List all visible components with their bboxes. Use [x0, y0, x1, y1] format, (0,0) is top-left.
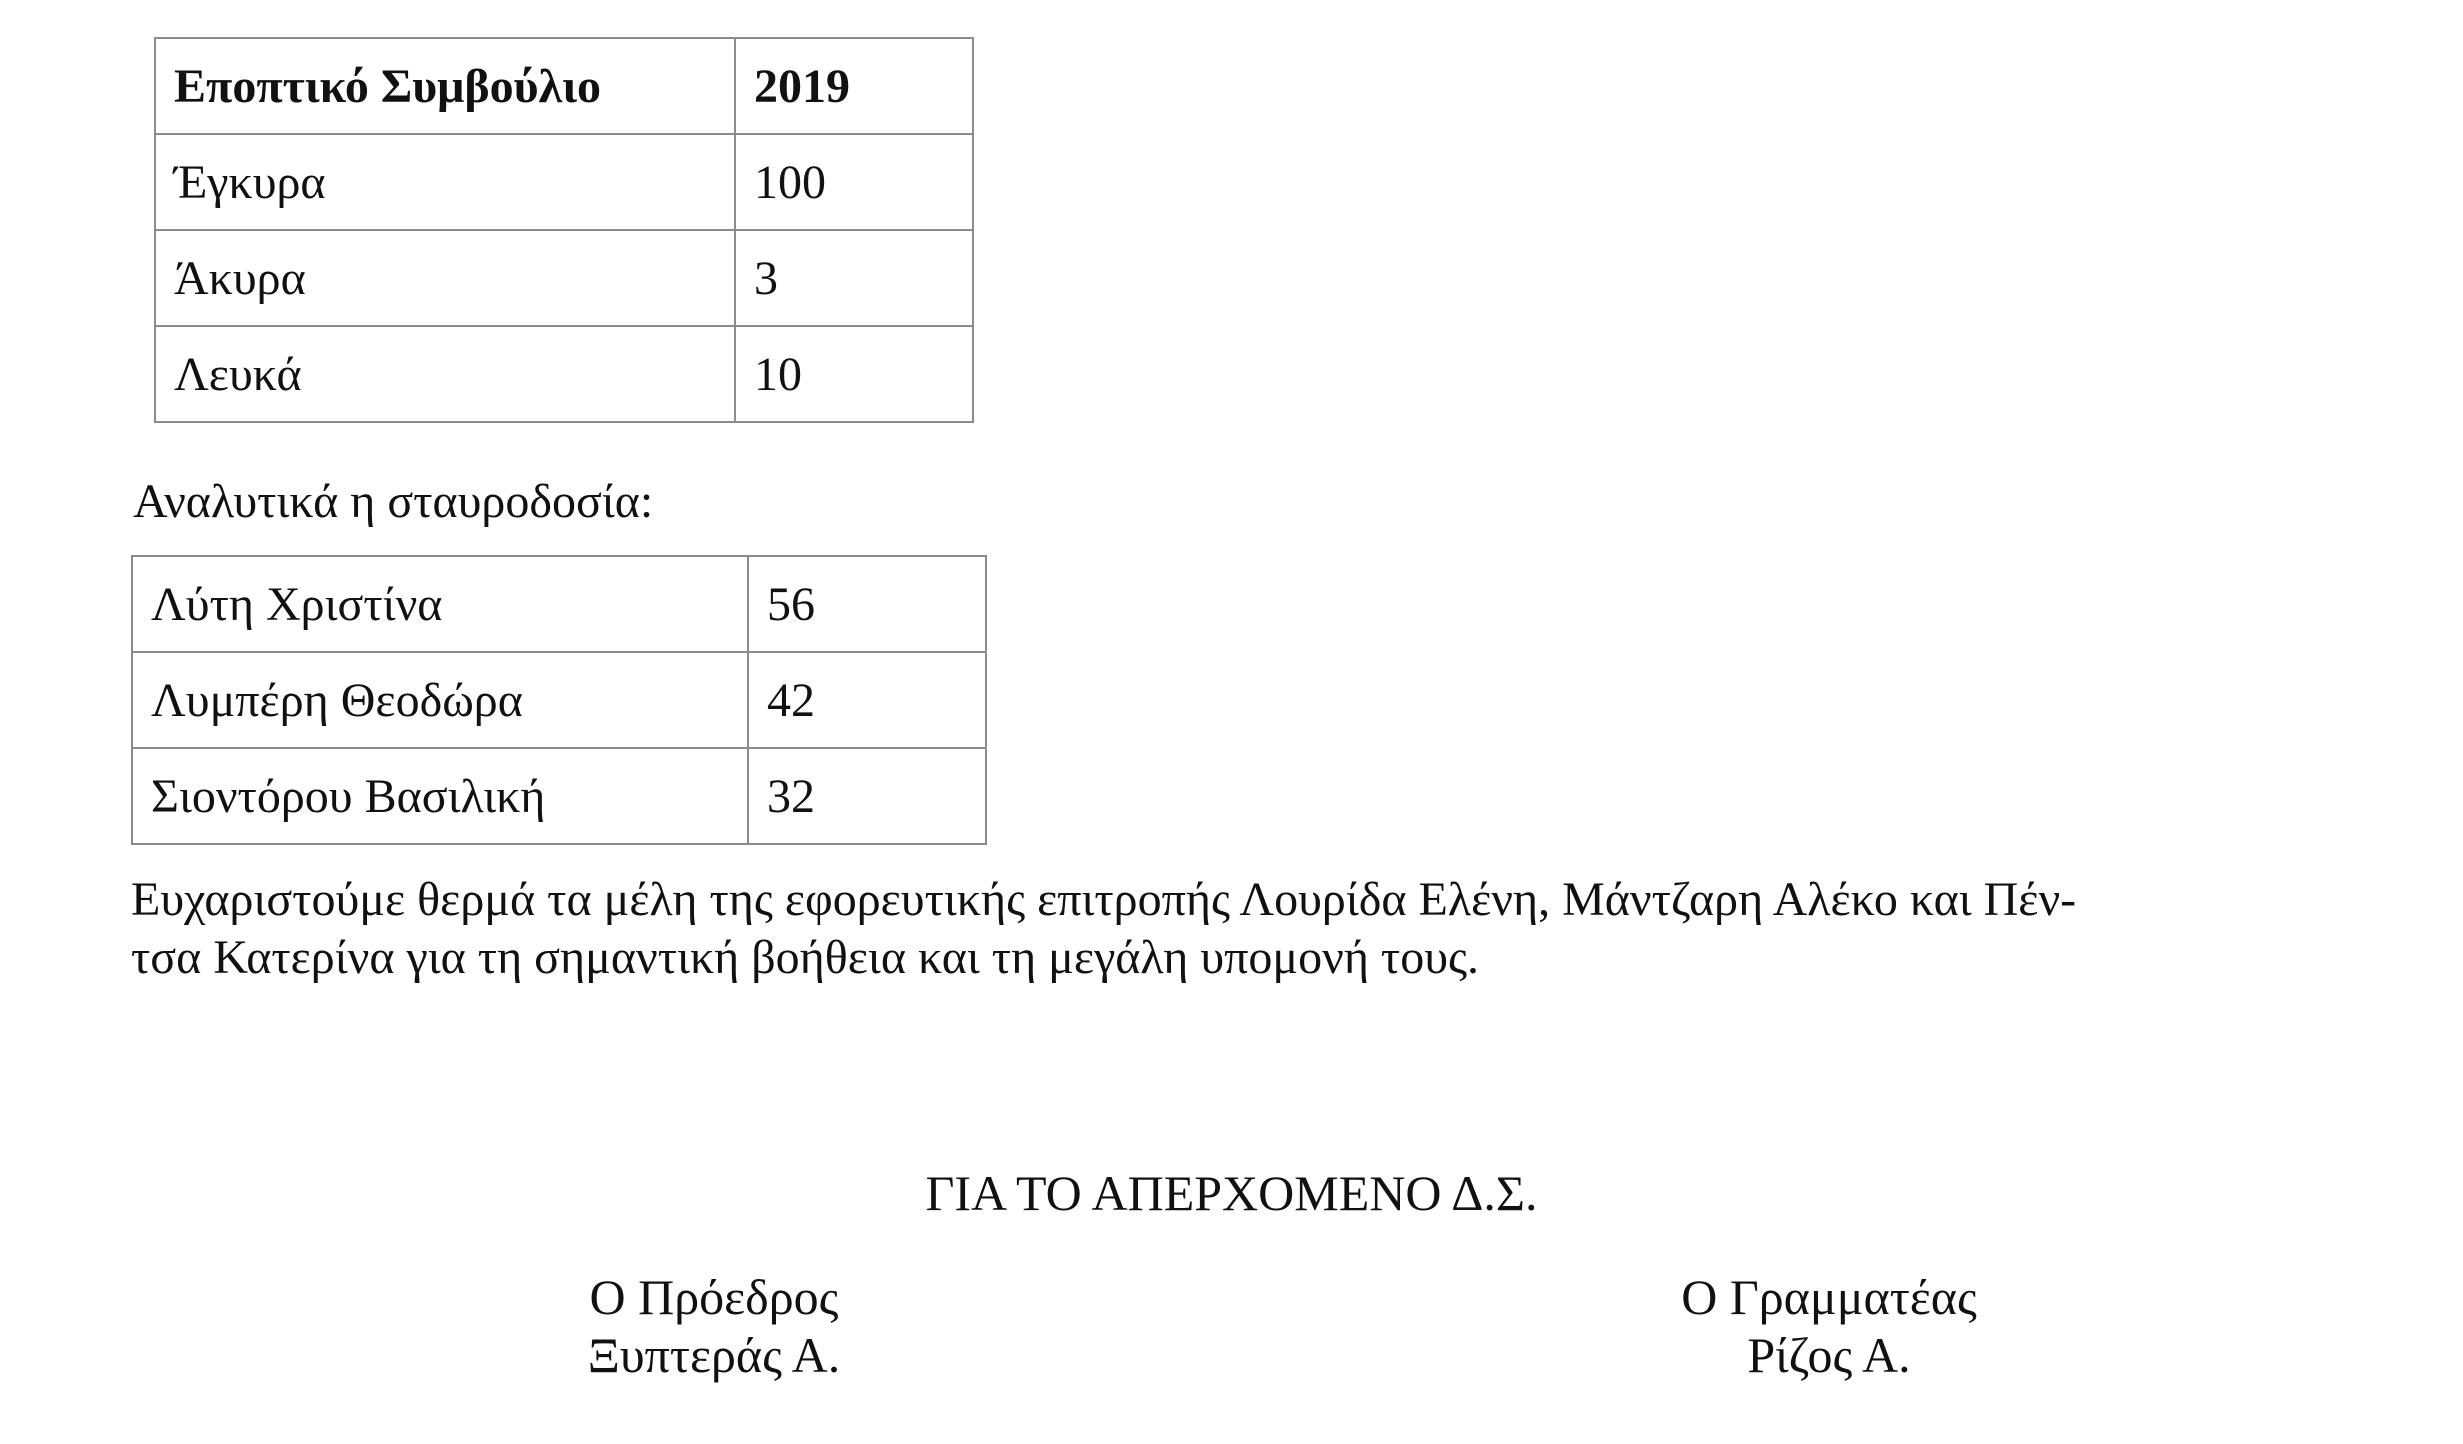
- table-cell-value: 10: [735, 326, 973, 422]
- supervisory-board-table: [154, 37, 974, 423]
- table-row: [132, 652, 986, 748]
- table-header-cell: 2019: [735, 38, 973, 134]
- candidate-name-cell: Λύτη Χριστίνα: [132, 556, 748, 652]
- table-row: [132, 748, 986, 844]
- secretary-title: Ο Γραμματέας: [1681, 1269, 1977, 1325]
- president-name: Ξυπτεράς Α.: [587, 1327, 841, 1383]
- secretary-name: Ρίζος Α.: [1747, 1327, 1911, 1383]
- vote-count-cell: 56: [748, 556, 986, 652]
- table-cell-value: 3: [735, 230, 973, 326]
- table-cell-label: Έγκυρα: [155, 134, 735, 230]
- secretary-signature-block: [1529, 1268, 2129, 1384]
- table-row: [155, 230, 973, 326]
- table-cell-label: Λευκά: [155, 326, 735, 422]
- votes-intro-text: Αναλυτικά η σταυροδοσία:: [133, 475, 654, 528]
- table-header-row: [155, 38, 973, 134]
- vote-count-cell: 32: [748, 748, 986, 844]
- table-row: [155, 326, 973, 422]
- thanks-paragraph: [131, 871, 2371, 987]
- table-cell-label: Άκυρα: [155, 230, 735, 326]
- closing-heading: ΓΙΑ ΤΟ ΑΠΕΡΧΟΜΕΝΟ Δ.Σ.: [925, 1165, 1538, 1221]
- thanks-line: τσα Κατερίνα για τη σημαντική βοήθεια και τη μεγάλη υπομονή τους.: [131, 931, 1479, 984]
- candidate-name-cell: Σιοντόρου Βασιλική: [132, 748, 748, 844]
- candidate-name-cell: Λυμπέρη Θεοδώρα: [132, 652, 748, 748]
- table-header-cell: Εποπτικό Συμβούλιο: [155, 38, 735, 134]
- table-cell-value: 100: [735, 134, 973, 230]
- table-row: [132, 556, 986, 652]
- table-row: [155, 134, 973, 230]
- thanks-line: Ευχαριστούμε θερμά τα μέλη της εφορευτικής επιτροπής Λουρίδα Ελένη, Μάντζαρη Αλέκο και Πέν-: [131, 873, 2077, 926]
- president-title: Ο Πρόεδρος: [589, 1269, 839, 1325]
- votes-table: [131, 555, 987, 845]
- vote-count-cell: 42: [748, 652, 986, 748]
- president-signature-block: [414, 1268, 1014, 1384]
